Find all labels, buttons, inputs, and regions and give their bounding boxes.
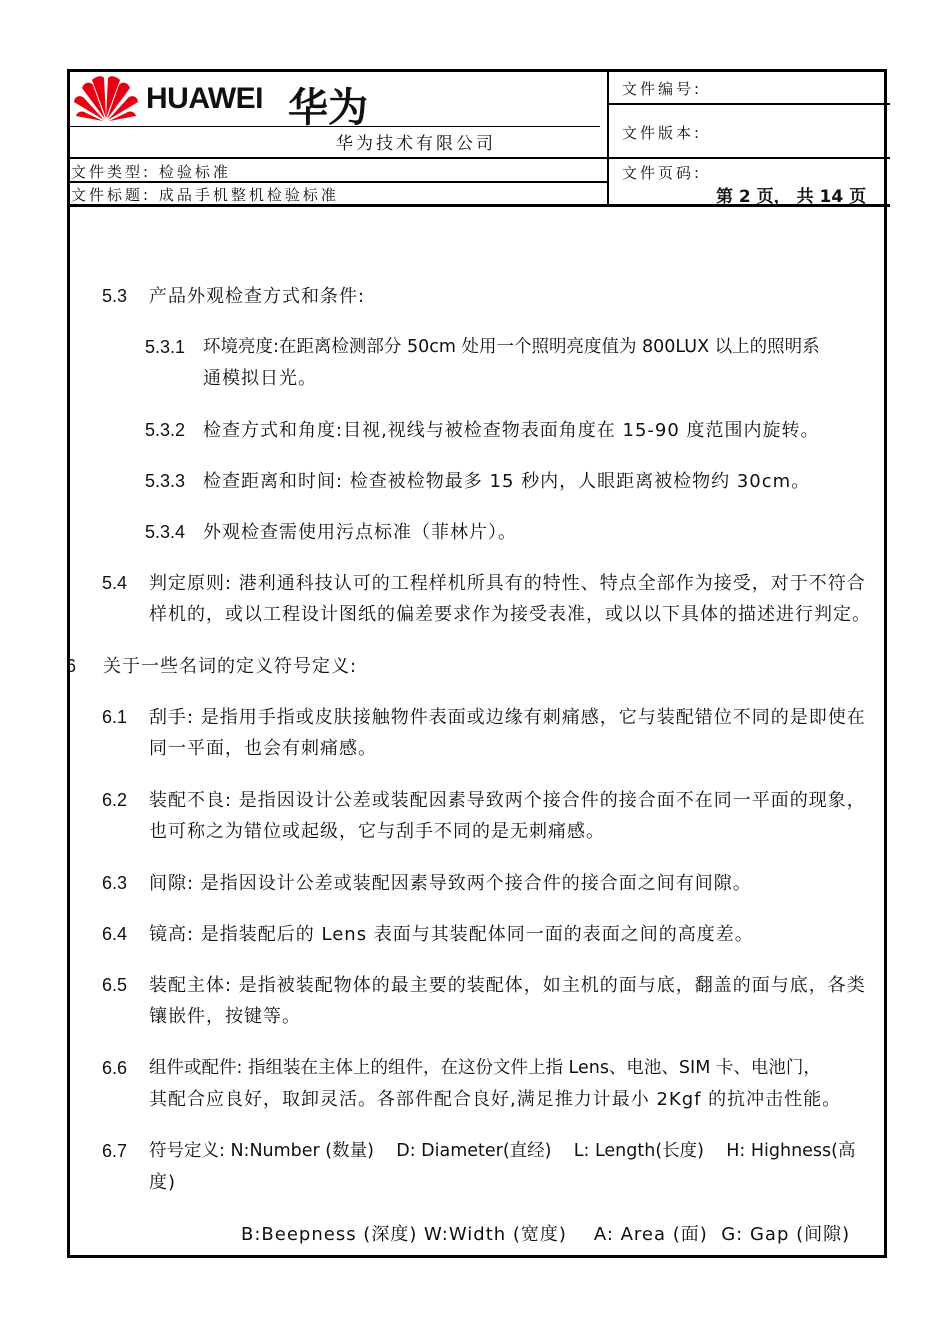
right-row-divider-2 xyxy=(608,157,890,159)
header-column-divider xyxy=(607,69,609,205)
section-number: 5.3.2 xyxy=(145,420,186,440)
section-text: 组件或配件: 指组装在主体上的组件，在这份文件上指 Lens、电池、SIM 卡、电池门， xyxy=(149,1058,821,1078)
section-text: 判定原则: 港利通科技认可的工程样机所具有的特性、特点全部作为接受，对于不符合 xyxy=(149,573,866,594)
section-text: 间隙: 是指因设计公差或装配因素导致两个接合件的接合面之间有间隙。 xyxy=(149,873,752,894)
section-text: 也可称之为错位或起级，它与刮手不同的是无刺痛感。 xyxy=(149,821,605,842)
doc-type: 文件类型: 检验标准 xyxy=(71,163,231,181)
section-text: 检查方式和角度:目视,视线与被检查物表面角度在 15-90 度范围内旋转。 xyxy=(203,420,820,441)
section-text: 外观检查需使用污点标准（菲林片）。 xyxy=(203,522,517,543)
section-text: 其配合应良好，取卸灵活。各部件配合良好,满足推力计最小 2Kgf 的抗冲击性能。 xyxy=(149,1089,842,1110)
section-number: 6.3 xyxy=(102,873,128,893)
section-text: 样机的，或以工程设计图纸的偏差要求作为接受表准，或以以下具体的描述进行判定。 xyxy=(149,604,871,625)
section-text: 环境亮度:在距离检测部分 50cm 处用一个照明亮度值为 800LUX 以上的照明系 xyxy=(203,337,820,357)
section-text: 产品外观检查方式和条件: xyxy=(149,286,366,307)
brand-name: HUAWEI xyxy=(146,82,263,115)
section-text: 符号定义: N:Number (数量) D: Diameter(直经) L: Length(长度) H: Highness(高 xyxy=(149,1141,856,1161)
right-row-divider-1 xyxy=(608,103,890,105)
section-number: 6.4 xyxy=(102,924,128,944)
section-number: 6.1 xyxy=(102,707,128,727)
section-text: 镜高: 是指装配后的 Lens 表面与其装配体同一面的表面之间的高度差。 xyxy=(149,924,754,945)
page-info: 第 2 页， 共 14 页 xyxy=(716,187,867,207)
section-text: 通模拟日光。 xyxy=(203,368,317,389)
huawei-logo-icon xyxy=(72,72,140,122)
section-number: 5.4 xyxy=(102,573,128,593)
left-row-divider-1 xyxy=(70,157,608,159)
section-number: 5.3.1 xyxy=(145,337,186,357)
brand-name-chinese: 华为 xyxy=(288,85,368,131)
doc-version-label: 文件版本: xyxy=(622,124,703,142)
section-number: 6.2 xyxy=(102,790,128,810)
section-text: 装配不良: 是指因设计公差或装配因素导致两个接合件的接合面不在同一平面的现象， xyxy=(149,790,866,811)
section-number: 6 xyxy=(66,656,77,676)
section-text: 同一平面，也会有刺痛感。 xyxy=(149,738,377,759)
section-number: 5.3 xyxy=(102,286,128,306)
section-text: 刮手: 是指用手指或皮肤接触物件表面或边缘有刺痛感，它与装配错位不同的是即使在 xyxy=(149,707,866,728)
section-text: 关于一些名词的定义符号定义: xyxy=(103,656,358,677)
doc-page-label: 文件页码: xyxy=(622,164,703,182)
section-text: 镶嵌件，按键等。 xyxy=(149,1006,301,1027)
section-text: B:Beepness (深度) W:Width (宽度) A: Area (面) G: Gap (间隙) xyxy=(241,1224,851,1245)
doc-title: 文件标题: 成品手机整机检验标准 xyxy=(71,186,339,204)
company-name: 华为技术有限公司 xyxy=(336,134,496,154)
section-number: 6.5 xyxy=(102,975,128,995)
section-number: 6.6 xyxy=(102,1058,128,1078)
section-number: 5.3.3 xyxy=(145,471,186,491)
section-text: 装配主体: 是指被装配物体的最主要的装配体，如主机的面与底，翻盖的面与底，各类 xyxy=(149,975,866,996)
section-text: 检查距离和时间: 检查被检物最多 15 秒内，人眼距离被检物约 30cm。 xyxy=(203,471,811,492)
section-number: 6.7 xyxy=(102,1141,128,1161)
section-text: 度) xyxy=(149,1172,177,1193)
doc-number-label: 文件编号: xyxy=(622,80,703,98)
section-number: 5.3.4 xyxy=(145,522,186,542)
